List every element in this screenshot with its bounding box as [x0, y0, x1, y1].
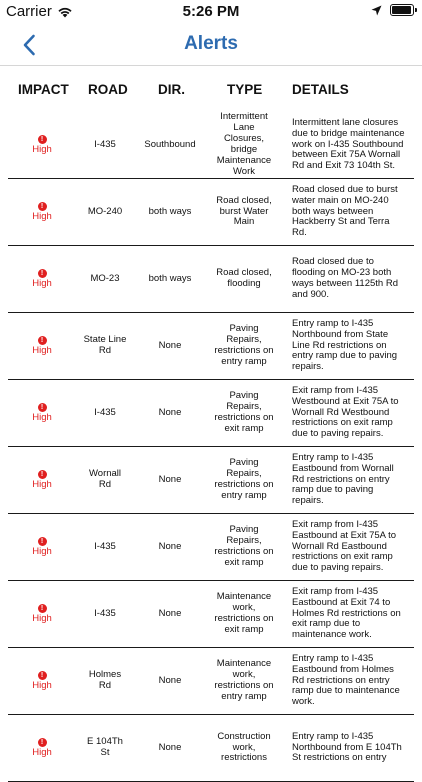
carrier-label: Carrier: [6, 3, 52, 20]
road-cell: Wornall Rd: [88, 468, 122, 490]
type-cell: Paving Repairs, restrictions on exit ramp: [214, 524, 274, 568]
impact-cell: [20, 313, 64, 379]
type-cell: Road closed, flooding: [216, 267, 272, 289]
header-road: ROAD: [88, 82, 128, 97]
details-cell: Entry ramp to I-435 Northbound from E 104Th St restrictions on entry: [292, 730, 402, 764]
impact-cell: [20, 112, 64, 178]
direction-cell: None: [158, 607, 182, 619]
details-cell: Road closed due to burst water main on MO-240 both ways between Hackberry St and Terra Rd.: [292, 183, 398, 239]
impact-label: High: [32, 143, 52, 155]
details-cell: Exit ramp from I-435 Eastbound at Exit 74 to Holmes Rd restrictions on exit ramp due to maintenance work.: [292, 585, 401, 641]
road-cell: I-435: [94, 540, 116, 552]
battery-icon: [390, 4, 414, 16]
impact-label: High: [32, 344, 52, 356]
header-type: TYPE: [227, 82, 263, 97]
details-cell: Entry ramp to I-435 Northbound from State Line Rd restrictions on entry ramp due to paving repairs.: [292, 317, 398, 373]
direction-cell: None: [158, 339, 182, 351]
impact-cell: [20, 447, 64, 513]
alert-icon: !: [38, 738, 47, 747]
impact-label: High: [32, 411, 52, 423]
impact-cell: [20, 514, 64, 580]
details-cell: Exit ramp from I-435 Westbound at Exit 75A to Wornall Rd Westbound restrictions on exit ramp due to paving repairs.: [292, 384, 399, 440]
road-cell: MO-23: [90, 272, 120, 284]
status-right: [371, 4, 414, 16]
road-cell: State Line Rd: [83, 334, 127, 356]
page-title: Alerts: [184, 33, 238, 54]
direction-cell: None: [158, 406, 182, 418]
direction-cell: Southbound: [144, 138, 196, 150]
impact-label: High: [32, 679, 52, 691]
direction-cell: None: [158, 473, 182, 485]
status-time: 5:26 PM: [182, 3, 240, 20]
alert-icon: !: [38, 403, 47, 412]
alert-icon: !: [38, 604, 47, 613]
type-cell: Maintenance work, restrictions on entry ramp: [214, 658, 274, 702]
details-cell: Road closed due to flooding on MO-23 both ways between 1125th Rd and 900.: [292, 256, 398, 300]
direction-cell: both ways: [148, 205, 192, 217]
details-cell: Entry ramp to I-435 Eastbound from Holmes Rd restrictions on entry ramp due to maintenance work.: [292, 652, 400, 708]
table-row[interactable]: [8, 447, 414, 514]
table-row[interactable]: [8, 313, 414, 380]
impact-label: High: [32, 746, 52, 758]
details-cell: Intermittent lane closures due to bridge maintenance work on I-435 Southbound between Exit 75A Wornall Rd and Exit 73 104th St.: [292, 116, 405, 172]
battery-level: [392, 6, 411, 14]
alert-icon: !: [38, 135, 47, 144]
type-cell: Paving Repairs, restrictions on entry ramp: [214, 457, 274, 501]
impact-cell: [20, 648, 64, 714]
impact-cell: [20, 179, 64, 245]
details-cell: Exit ramp from I-435 Eastbound at Exit 75A to Wornall Rd Eastbound restrictions on exit ramp due to paving repairs.: [292, 518, 397, 574]
direction-cell: None: [158, 741, 182, 753]
type-cell: Construction work, restrictions: [217, 730, 271, 764]
alert-icon: !: [38, 537, 47, 546]
alert-icon: !: [38, 336, 47, 345]
type-cell: Maintenance work, restrictions on exit ramp: [214, 591, 274, 635]
table-row[interactable]: [8, 715, 414, 782]
details-cell: Entry ramp to I-435 Eastbound from Wornall Rd restrictions on entry ramp due to paving repairs.: [292, 451, 394, 507]
alert-icon: !: [38, 202, 47, 211]
road-cell: I-435: [94, 607, 116, 619]
location-arrow-icon: [371, 5, 382, 16]
table-row[interactable]: [8, 179, 414, 246]
status-bar: [0, 0, 422, 22]
road-cell: Holmes Rd: [88, 669, 122, 691]
table-row[interactable]: [8, 648, 414, 715]
direction-cell: both ways: [148, 272, 192, 284]
type-cell: Paving Repairs, restrictions on entry ramp: [214, 323, 274, 367]
impact-label: High: [32, 210, 52, 222]
table-row[interactable]: [8, 581, 414, 648]
road-cell: I-435: [94, 138, 116, 150]
direction-cell: None: [158, 540, 182, 552]
impact-label: High: [32, 612, 52, 624]
road-cell: E 104Th St: [87, 736, 123, 758]
alert-icon: !: [38, 470, 47, 479]
impact-cell: [20, 581, 64, 647]
impact-label: High: [32, 277, 52, 289]
impact-label: High: [32, 478, 52, 490]
direction-cell: None: [158, 674, 182, 686]
type-cell: Paving Repairs, restrictions on exit ramp: [214, 390, 274, 434]
impact-label: High: [32, 545, 52, 557]
alert-icon: !: [38, 671, 47, 680]
table-header: [0, 80, 422, 102]
alerts-table: [0, 112, 422, 782]
alert-icon: !: [38, 269, 47, 278]
table-row[interactable]: [8, 112, 414, 179]
table-row[interactable]: [8, 514, 414, 581]
impact-cell: [20, 246, 64, 312]
impact-cell: [20, 380, 64, 446]
impact-cell: [20, 715, 64, 781]
road-cell: I-435: [94, 406, 116, 418]
type-cell: Road closed, burst Water Main: [216, 194, 272, 228]
table-row[interactable]: [8, 380, 414, 447]
table-row[interactable]: [8, 246, 414, 313]
road-cell: MO-240: [87, 205, 123, 217]
navigation-bar: [0, 22, 422, 66]
header-details: DETAILS: [292, 82, 349, 97]
type-cell: Intermittent Lane Closures, bridge Maintenance Work: [216, 111, 272, 177]
header-impact: IMPACT: [18, 82, 69, 97]
header-dir: DIR.: [158, 82, 185, 97]
